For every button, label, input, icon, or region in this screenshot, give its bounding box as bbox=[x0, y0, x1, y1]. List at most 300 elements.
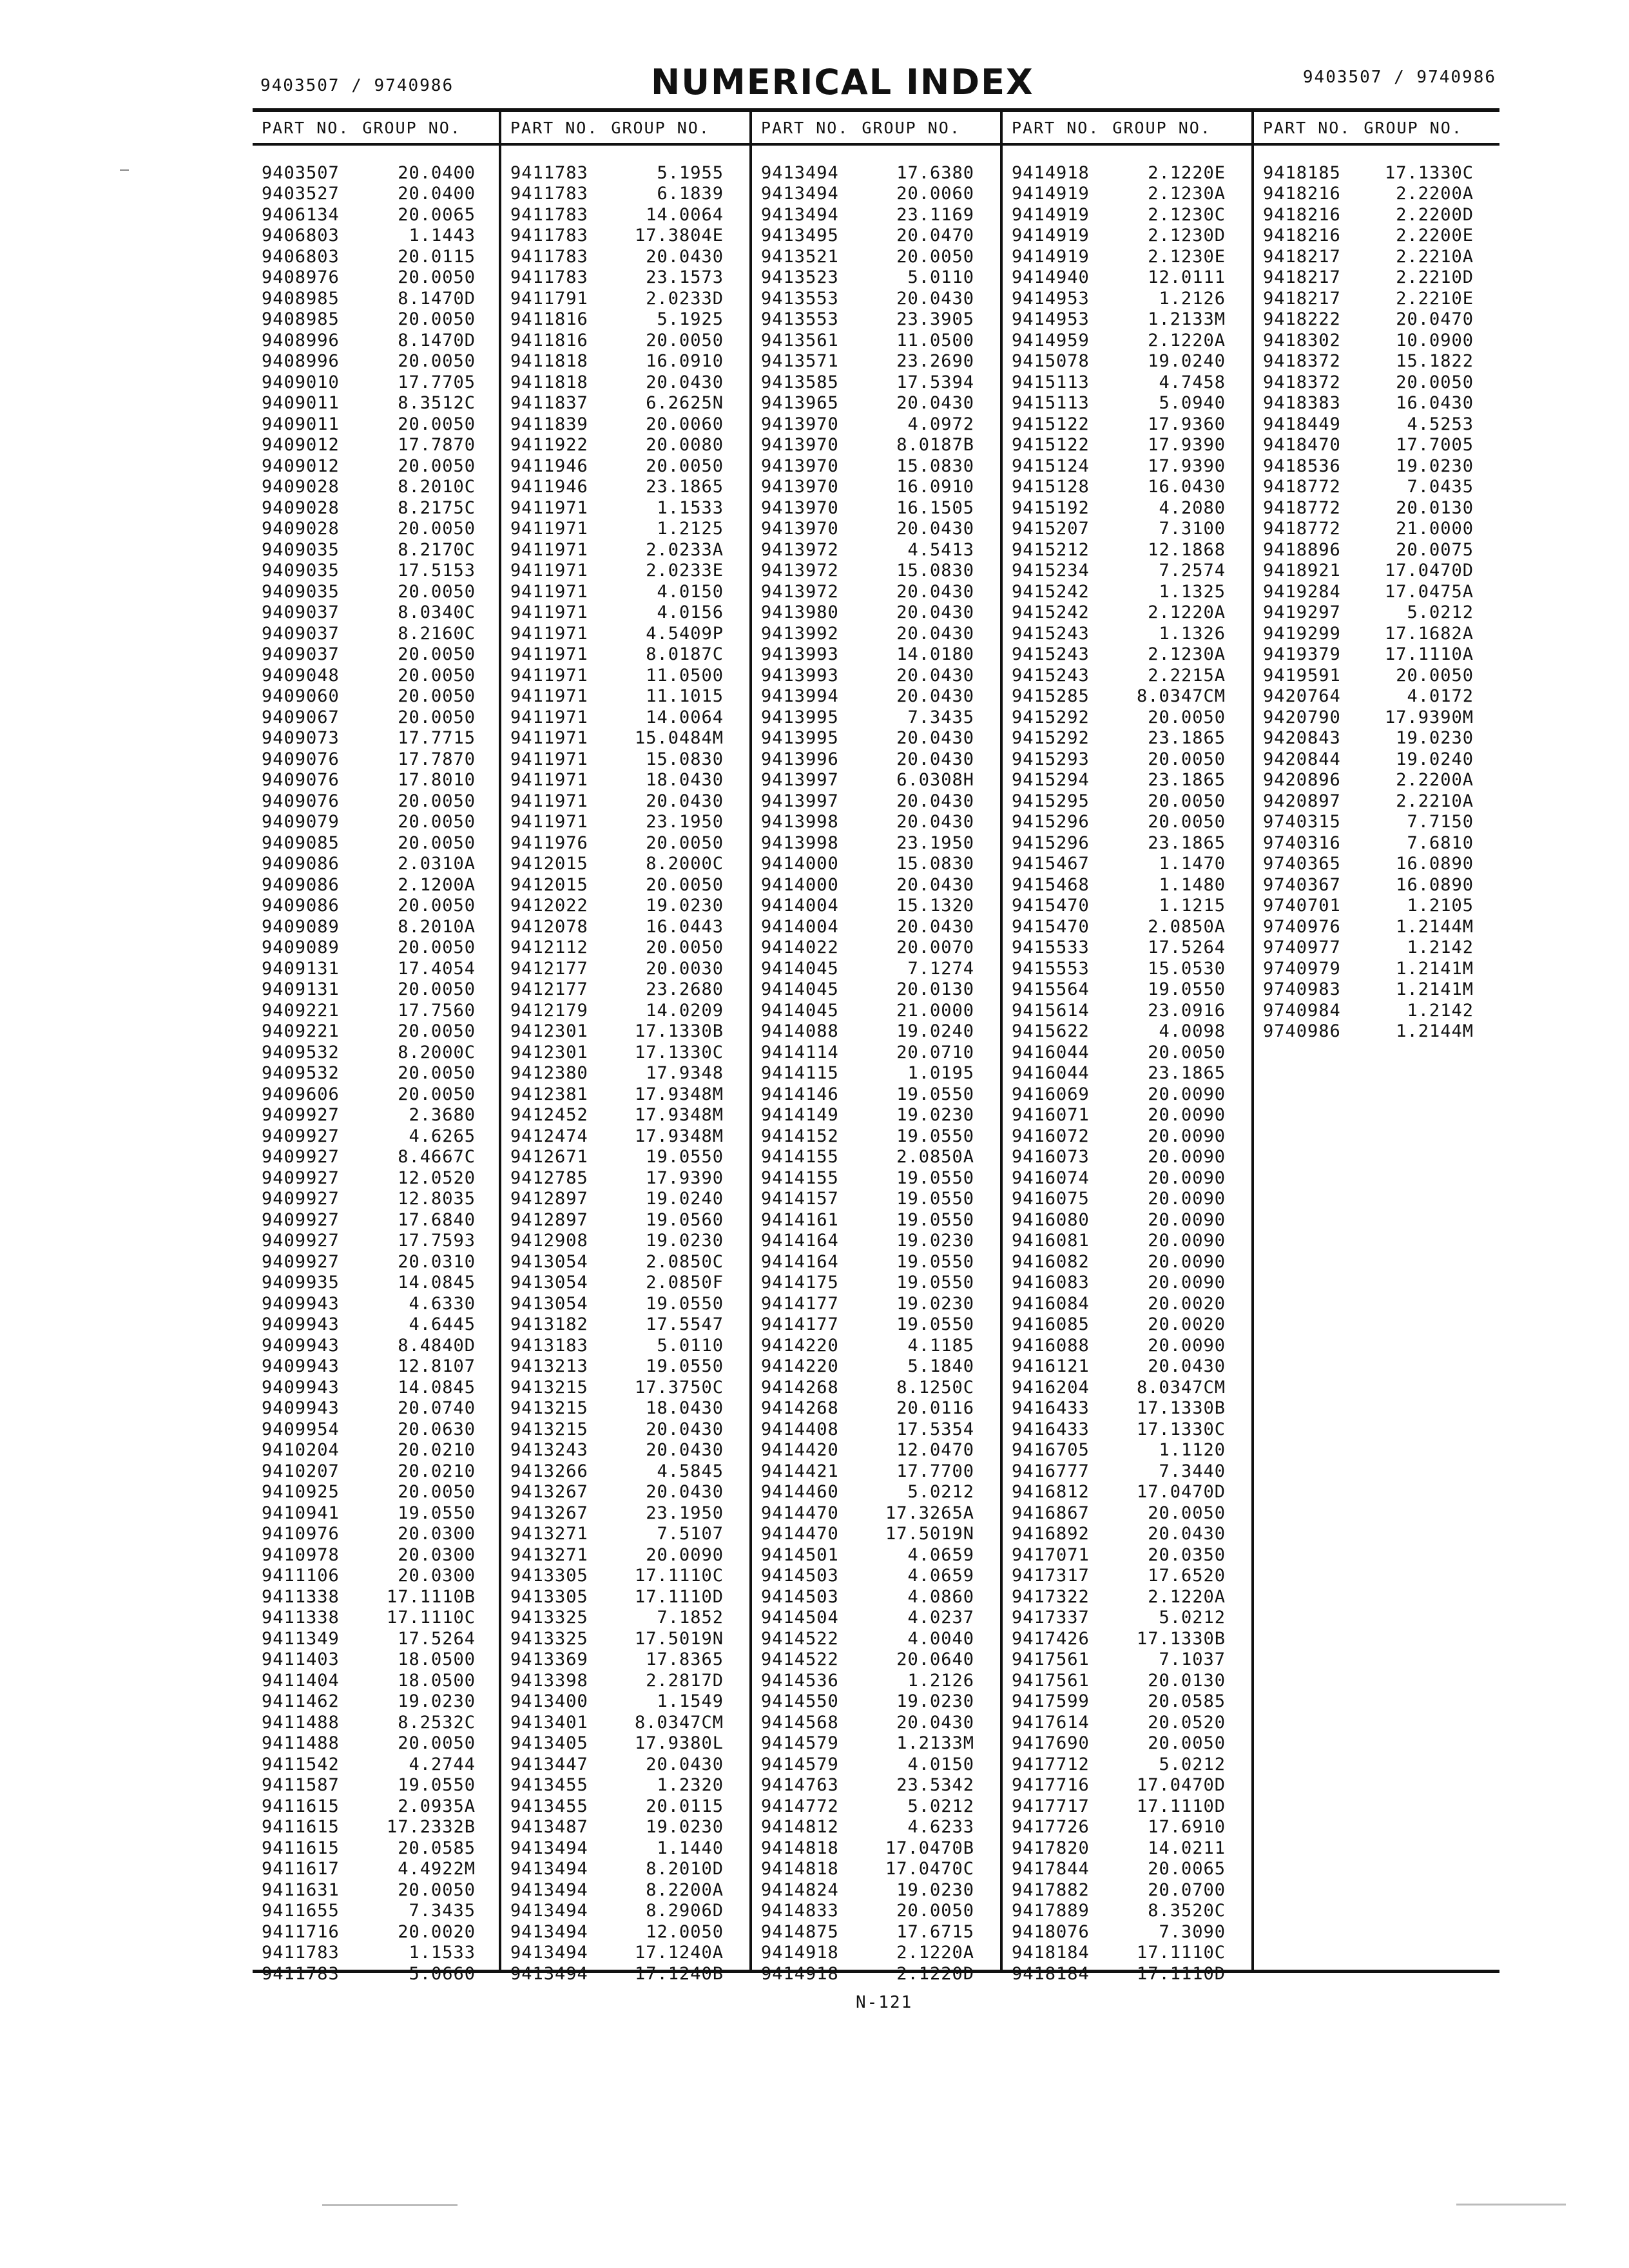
part-number: 9411837 bbox=[510, 393, 588, 414]
part-number: 9413215 bbox=[510, 1377, 588, 1398]
part-number: 9411783 bbox=[262, 1963, 340, 1984]
group-number: 8.0347CM bbox=[634, 1712, 724, 1733]
part-number: 9408996 bbox=[262, 351, 340, 372]
group-number: 20.0430 bbox=[896, 728, 974, 749]
group-number: 23.2690 bbox=[896, 351, 974, 372]
part-number: 9409943 bbox=[262, 1398, 340, 1419]
part-number: 9414220 bbox=[761, 1356, 839, 1377]
index-row bbox=[501, 1817, 749, 1838]
part-number: 9413455 bbox=[510, 1796, 588, 1816]
part-number: 9413521 bbox=[761, 246, 839, 267]
part-number: 9411971 bbox=[510, 686, 588, 707]
part-number: 9413495 bbox=[761, 226, 839, 246]
index-row bbox=[752, 1901, 1000, 1922]
group-number: 1.1549 bbox=[657, 1691, 724, 1712]
group-number: 1.1470 bbox=[1159, 854, 1226, 874]
index-row bbox=[253, 979, 501, 1001]
index-row bbox=[1003, 1503, 1251, 1524]
part-number: 9411971 bbox=[510, 728, 588, 749]
group-number: 20.0430 bbox=[646, 1754, 724, 1774]
index-row bbox=[501, 497, 749, 519]
index-row bbox=[752, 1691, 1000, 1713]
part-number: 9414000 bbox=[761, 874, 839, 895]
index-row bbox=[253, 728, 501, 749]
index-row bbox=[1003, 1775, 1251, 1796]
index-row bbox=[1003, 1168, 1251, 1189]
part-number: 9420897 bbox=[1263, 791, 1341, 811]
group-number: 2.0850A bbox=[1148, 916, 1226, 937]
group-number: 20.0090 bbox=[1148, 1084, 1226, 1104]
index-row bbox=[1254, 791, 1499, 812]
part-number: 9409028 bbox=[262, 497, 340, 518]
part-number: 9411338 bbox=[262, 1586, 340, 1607]
part-number: 9414918 bbox=[761, 1963, 839, 1984]
part-number: 9409037 bbox=[262, 623, 340, 644]
group-number: 20.0300 bbox=[398, 1524, 476, 1544]
index-row bbox=[1003, 1063, 1251, 1084]
group-number: 20.0430 bbox=[896, 874, 974, 895]
index-row bbox=[752, 246, 1000, 267]
group-number: 20.0090 bbox=[646, 1544, 724, 1565]
part-number: 9411946 bbox=[510, 477, 588, 497]
index-row bbox=[253, 1273, 501, 1294]
group-number: 19.0550 bbox=[896, 1084, 974, 1104]
part-number: 9414268 bbox=[761, 1398, 839, 1419]
group-number: 21.0000 bbox=[896, 1000, 974, 1021]
index-row bbox=[253, 1440, 501, 1461]
part-number: 9411976 bbox=[510, 832, 588, 853]
index-row bbox=[1003, 749, 1251, 770]
part-number: 9413305 bbox=[510, 1586, 588, 1607]
part-number: 9411971 bbox=[510, 581, 588, 602]
index-row bbox=[253, 351, 501, 372]
group-number: 2.0850C bbox=[646, 1251, 724, 1272]
group-number: 15.0830 bbox=[646, 749, 724, 769]
index-row bbox=[1003, 1189, 1251, 1210]
part-number: 9411971 bbox=[510, 770, 588, 791]
group-number: 4.5409P bbox=[646, 623, 724, 644]
header-range-right: 9403507 / 9740986 bbox=[1302, 68, 1496, 87]
index-rows bbox=[752, 162, 1000, 1984]
group-number: 19.0550 bbox=[896, 1273, 974, 1293]
group-number: 10.0900 bbox=[1396, 330, 1474, 351]
part-number: 9413972 bbox=[761, 581, 839, 602]
part-number: 9413305 bbox=[510, 1566, 588, 1586]
part-number: 9411818 bbox=[510, 372, 588, 392]
group-number: 19.0230 bbox=[896, 1105, 974, 1126]
group-number: 23.5342 bbox=[896, 1775, 974, 1796]
index-row bbox=[253, 162, 501, 184]
index-row bbox=[253, 1314, 501, 1336]
group-number: 19.0550 bbox=[896, 1314, 974, 1335]
index-row bbox=[501, 435, 749, 456]
group-number: 4.0972 bbox=[907, 414, 974, 434]
index-row bbox=[752, 288, 1000, 309]
group-number: 7.6810 bbox=[1407, 832, 1474, 853]
part-number: 9409943 bbox=[262, 1293, 340, 1314]
group-number: 20.0400 bbox=[398, 184, 476, 204]
index-row bbox=[752, 1817, 1000, 1838]
index-row bbox=[253, 1084, 501, 1105]
part-number: 9417844 bbox=[1012, 1859, 1090, 1879]
group-number: 20.0585 bbox=[1148, 1691, 1226, 1712]
group-number: 4.5845 bbox=[657, 1461, 724, 1481]
part-number: 9414161 bbox=[761, 1209, 839, 1230]
part-number: 9418217 bbox=[1263, 288, 1341, 309]
part-number: 9411839 bbox=[510, 414, 588, 434]
index-row bbox=[501, 770, 749, 791]
part-number: 9417717 bbox=[1012, 1796, 1090, 1816]
index-row bbox=[253, 1126, 501, 1147]
group-number: 8.4840D bbox=[398, 1335, 476, 1356]
index-row bbox=[253, 539, 501, 561]
index-row bbox=[1003, 372, 1251, 393]
group-number: 17.1110C bbox=[386, 1608, 476, 1628]
index-row bbox=[253, 1566, 501, 1587]
index-row bbox=[501, 1105, 749, 1126]
group-number: 8.2175C bbox=[398, 497, 476, 518]
part-number: 9415212 bbox=[1012, 539, 1090, 560]
part-number: 9414420 bbox=[761, 1440, 839, 1461]
index-row bbox=[752, 1000, 1000, 1021]
index-row bbox=[253, 1105, 501, 1126]
index-row bbox=[501, 602, 749, 624]
index-row bbox=[1003, 896, 1251, 917]
group-number: 15.0830 bbox=[896, 854, 974, 874]
group-number: 12.0470 bbox=[896, 1440, 974, 1461]
group-number: 17.0470D bbox=[1136, 1482, 1226, 1503]
part-number: 9419297 bbox=[1263, 602, 1341, 623]
part-number: 9414152 bbox=[761, 1126, 839, 1146]
part-number: 9412381 bbox=[510, 1084, 588, 1104]
index-row bbox=[1254, 581, 1499, 602]
group-number: 4.0156 bbox=[657, 602, 724, 623]
header-range-left: 9403507 / 9740986 bbox=[260, 76, 454, 95]
part-number: 9409067 bbox=[262, 707, 340, 727]
index-row bbox=[501, 1712, 749, 1733]
part-number: 9409035 bbox=[262, 581, 340, 602]
index-row bbox=[501, 1251, 749, 1273]
part-number: 9409037 bbox=[262, 602, 340, 623]
part-number: 9409086 bbox=[262, 874, 340, 895]
part-number: 9413995 bbox=[761, 728, 839, 749]
index-row bbox=[253, 1628, 501, 1649]
index-row bbox=[752, 456, 1000, 477]
part-number: 9414220 bbox=[761, 1335, 839, 1356]
group-number: 20.0020 bbox=[1148, 1293, 1226, 1314]
group-number: 17.1240B bbox=[634, 1963, 724, 1984]
part-number: 9413487 bbox=[510, 1817, 588, 1838]
part-number: 9406803 bbox=[262, 226, 340, 246]
part-number: 9413970 bbox=[761, 477, 839, 497]
part-number: 9410941 bbox=[262, 1503, 340, 1523]
index-row bbox=[752, 1628, 1000, 1649]
group-number: 23.1865 bbox=[1148, 770, 1226, 791]
group-number: 20.0300 bbox=[398, 1566, 476, 1586]
group-no-header: GROUP NO. bbox=[862, 118, 961, 137]
part-number: 9415122 bbox=[1012, 414, 1090, 434]
index-row bbox=[253, 770, 501, 791]
group-number: 8.2200A bbox=[646, 1879, 724, 1900]
index-row bbox=[1003, 916, 1251, 937]
part-number: 9410204 bbox=[262, 1440, 340, 1461]
group-number: 19.0240 bbox=[1396, 749, 1474, 769]
group-number: 20.0090 bbox=[1148, 1231, 1226, 1251]
index-table bbox=[253, 108, 1499, 1984]
part-number: 9416084 bbox=[1012, 1293, 1090, 1314]
group-number: 4.0150 bbox=[907, 1754, 974, 1774]
index-row bbox=[253, 707, 501, 728]
index-row bbox=[752, 1251, 1000, 1273]
index-row bbox=[501, 854, 749, 875]
group-number: 20.0700 bbox=[1148, 1879, 1226, 1900]
group-number: 1.1215 bbox=[1159, 896, 1226, 916]
part-number: 9413266 bbox=[510, 1461, 588, 1481]
index-row bbox=[1003, 1649, 1251, 1671]
index-row bbox=[253, 393, 501, 414]
part-number: 9418076 bbox=[1012, 1921, 1090, 1942]
part-number: 9411791 bbox=[510, 288, 588, 309]
group-number: 2.0310A bbox=[398, 854, 476, 874]
part-number: 9414157 bbox=[761, 1189, 839, 1209]
index-row bbox=[1003, 1084, 1251, 1105]
part-number: 9409927 bbox=[262, 1126, 340, 1146]
group-number: 20.0710 bbox=[896, 1042, 974, 1062]
group-number: 20.0430 bbox=[896, 749, 974, 769]
index-row bbox=[752, 791, 1000, 812]
index-row bbox=[1003, 791, 1251, 812]
group-number: 20.0090 bbox=[1148, 1126, 1226, 1146]
part-number: 9413970 bbox=[761, 456, 839, 476]
group-number: 8.2532C bbox=[398, 1712, 476, 1733]
index-row bbox=[253, 414, 501, 435]
group-number: 23.1865 bbox=[646, 477, 724, 497]
index-row bbox=[253, 1168, 501, 1189]
group-number: 17.9390M bbox=[1384, 707, 1474, 727]
index-row bbox=[253, 1021, 501, 1043]
group-number: 2.2210A bbox=[1396, 791, 1474, 811]
part-number: 9414919 bbox=[1012, 204, 1090, 225]
index-row bbox=[1254, 832, 1499, 854]
part-number: 9413970 bbox=[761, 435, 839, 456]
group-number: 1.2141M bbox=[1396, 958, 1474, 979]
index-row bbox=[1254, 602, 1499, 624]
group-number: 20.0430 bbox=[896, 393, 974, 414]
group-number: 12.0050 bbox=[646, 1921, 724, 1942]
part-number: 9410978 bbox=[262, 1544, 340, 1565]
index-row bbox=[752, 602, 1000, 624]
group-number: 20.0050 bbox=[398, 1063, 476, 1084]
index-row bbox=[253, 435, 501, 456]
part-number: 9418772 bbox=[1263, 497, 1341, 518]
group-number: 17.1330B bbox=[634, 1021, 724, 1042]
index-row bbox=[501, 204, 749, 226]
index-row bbox=[752, 707, 1000, 728]
group-number: 11.1015 bbox=[646, 686, 724, 707]
index-row bbox=[752, 1586, 1000, 1608]
part-number: 9411971 bbox=[510, 791, 588, 811]
index-row bbox=[501, 372, 749, 393]
index-row bbox=[752, 477, 1000, 498]
part-number: 9410925 bbox=[262, 1482, 340, 1503]
group-number: 5.0940 bbox=[1159, 393, 1226, 414]
part-number: 9416088 bbox=[1012, 1335, 1090, 1356]
part-number: 9411106 bbox=[262, 1566, 340, 1586]
index-row bbox=[1003, 351, 1251, 372]
group-number: 20.0300 bbox=[398, 1544, 476, 1565]
index-row bbox=[752, 1314, 1000, 1336]
part-number: 9414579 bbox=[761, 1754, 839, 1774]
part-number: 9409010 bbox=[262, 372, 340, 392]
part-number: 9403507 bbox=[262, 162, 340, 183]
group-number: 17.6840 bbox=[398, 1209, 476, 1230]
index-row bbox=[752, 1147, 1000, 1168]
index-row bbox=[752, 497, 1000, 519]
part-number: 9411631 bbox=[262, 1879, 340, 1900]
part-number: 9415128 bbox=[1012, 477, 1090, 497]
part-number: 9409131 bbox=[262, 958, 340, 979]
index-row bbox=[1003, 1105, 1251, 1126]
column-header bbox=[1003, 112, 1251, 146]
group-number: 20.0430 bbox=[896, 812, 974, 832]
group-number: 20.0050 bbox=[398, 1021, 476, 1042]
group-number: 20.0050 bbox=[398, 937, 476, 958]
group-number: 17.7560 bbox=[398, 1000, 476, 1021]
part-number: 9411783 bbox=[510, 267, 588, 288]
part-number: 9418217 bbox=[1263, 246, 1341, 267]
group-number: 4.4922M bbox=[398, 1859, 476, 1879]
part-number: 9414045 bbox=[761, 958, 839, 979]
part-number: 9406134 bbox=[262, 204, 340, 225]
group-number: 23.1865 bbox=[1148, 832, 1226, 853]
group-number: 2.0850F bbox=[646, 1273, 724, 1293]
index-row bbox=[501, 1608, 749, 1629]
index-row bbox=[501, 162, 749, 184]
index-row bbox=[1003, 1251, 1251, 1273]
part-number: 9420896 bbox=[1263, 770, 1341, 791]
index-row bbox=[752, 812, 1000, 833]
index-row bbox=[752, 351, 1000, 372]
index-row bbox=[253, 1754, 501, 1775]
group-number: 8.1250C bbox=[896, 1377, 974, 1398]
part-number: 9409076 bbox=[262, 749, 340, 769]
index-row bbox=[501, 1943, 749, 1964]
part-number: 9418216 bbox=[1263, 226, 1341, 246]
index-row bbox=[1003, 644, 1251, 666]
part-number: 9409131 bbox=[262, 979, 340, 1000]
index-row bbox=[501, 1063, 749, 1084]
part-number: 9412380 bbox=[510, 1063, 588, 1084]
part-number: 9414919 bbox=[1012, 226, 1090, 246]
part-number: 9414460 bbox=[761, 1482, 839, 1503]
index-row bbox=[1003, 1796, 1251, 1817]
group-number: 5.0212 bbox=[907, 1482, 974, 1503]
part-number: 9409060 bbox=[262, 686, 340, 707]
part-number: 9413494 bbox=[510, 1859, 588, 1879]
index-row bbox=[752, 958, 1000, 979]
index-row bbox=[1254, 958, 1499, 979]
index-row bbox=[253, 1586, 501, 1608]
index-row bbox=[752, 1775, 1000, 1796]
group-number: 20.0050 bbox=[646, 832, 724, 853]
index-row bbox=[1254, 497, 1499, 519]
group-number: 14.0211 bbox=[1148, 1838, 1226, 1858]
group-number: 17.7715 bbox=[398, 728, 476, 749]
part-number: 9740977 bbox=[1263, 937, 1341, 958]
group-number: 20.0350 bbox=[1148, 1544, 1226, 1565]
part-number: 9417071 bbox=[1012, 1544, 1090, 1565]
group-number: 20.0090 bbox=[1148, 1273, 1226, 1293]
part-number: 9409927 bbox=[262, 1251, 340, 1272]
index-row bbox=[253, 1377, 501, 1398]
group-number: 20.0430 bbox=[896, 791, 974, 811]
group-number: 21.0000 bbox=[1396, 519, 1474, 539]
index-row bbox=[501, 1733, 749, 1754]
part-number: 9413271 bbox=[510, 1524, 588, 1544]
index-row bbox=[1003, 1042, 1251, 1063]
part-number: 9420844 bbox=[1263, 749, 1341, 769]
group-number: 15.0830 bbox=[896, 561, 974, 581]
group-number: 20.0050 bbox=[646, 937, 724, 958]
index-row bbox=[501, 1754, 749, 1775]
index-row bbox=[752, 1670, 1000, 1691]
index-row bbox=[1003, 1021, 1251, 1043]
index-row bbox=[752, 1544, 1000, 1566]
group-number: 2.2210A bbox=[1396, 246, 1474, 267]
group-number: 20.0430 bbox=[646, 372, 724, 392]
index-row bbox=[752, 1461, 1000, 1482]
index-row bbox=[253, 937, 501, 959]
group-number: 17.1330C bbox=[1384, 162, 1474, 183]
group-number: 17.6380 bbox=[896, 162, 974, 183]
index-row bbox=[1003, 1398, 1251, 1419]
part-number: 9414940 bbox=[1012, 267, 1090, 288]
part-number: 9418772 bbox=[1263, 477, 1341, 497]
group-number: 5.0660 bbox=[409, 1963, 476, 1984]
group-number: 17.3750C bbox=[634, 1377, 724, 1398]
part-number: 9414504 bbox=[761, 1608, 839, 1628]
index-row bbox=[1254, 686, 1499, 707]
group-number: 17.5264 bbox=[398, 1628, 476, 1649]
group-number: 20.0090 bbox=[1148, 1189, 1226, 1209]
index-row bbox=[1003, 497, 1251, 519]
index-row bbox=[1003, 602, 1251, 624]
part-number: 9411783 bbox=[510, 226, 588, 246]
index-row bbox=[501, 1628, 749, 1649]
part-number: 9412078 bbox=[510, 916, 588, 937]
part-number: 9419299 bbox=[1263, 623, 1341, 644]
group-number: 20.0050 bbox=[398, 414, 476, 434]
index-row bbox=[752, 1063, 1000, 1084]
group-number: 17.5394 bbox=[896, 372, 974, 392]
index-row bbox=[501, 874, 749, 896]
index-row bbox=[501, 1335, 749, 1356]
group-number: 2.2200A bbox=[1396, 770, 1474, 791]
part-number: 9413553 bbox=[761, 288, 839, 309]
part-number: 9413972 bbox=[761, 539, 839, 560]
part-number: 9416121 bbox=[1012, 1356, 1090, 1377]
part-number: 9416777 bbox=[1012, 1461, 1090, 1481]
part-number: 9416072 bbox=[1012, 1126, 1090, 1146]
part-number: 9411971 bbox=[510, 623, 588, 644]
index-row bbox=[1254, 749, 1499, 770]
group-number: 5.1955 bbox=[657, 162, 724, 183]
part-number: 9414155 bbox=[761, 1168, 839, 1188]
part-number: 9416433 bbox=[1012, 1419, 1090, 1439]
group-number: 23.1865 bbox=[1148, 1063, 1226, 1084]
part-number: 9414470 bbox=[761, 1503, 839, 1523]
part-number: 9415292 bbox=[1012, 707, 1090, 727]
